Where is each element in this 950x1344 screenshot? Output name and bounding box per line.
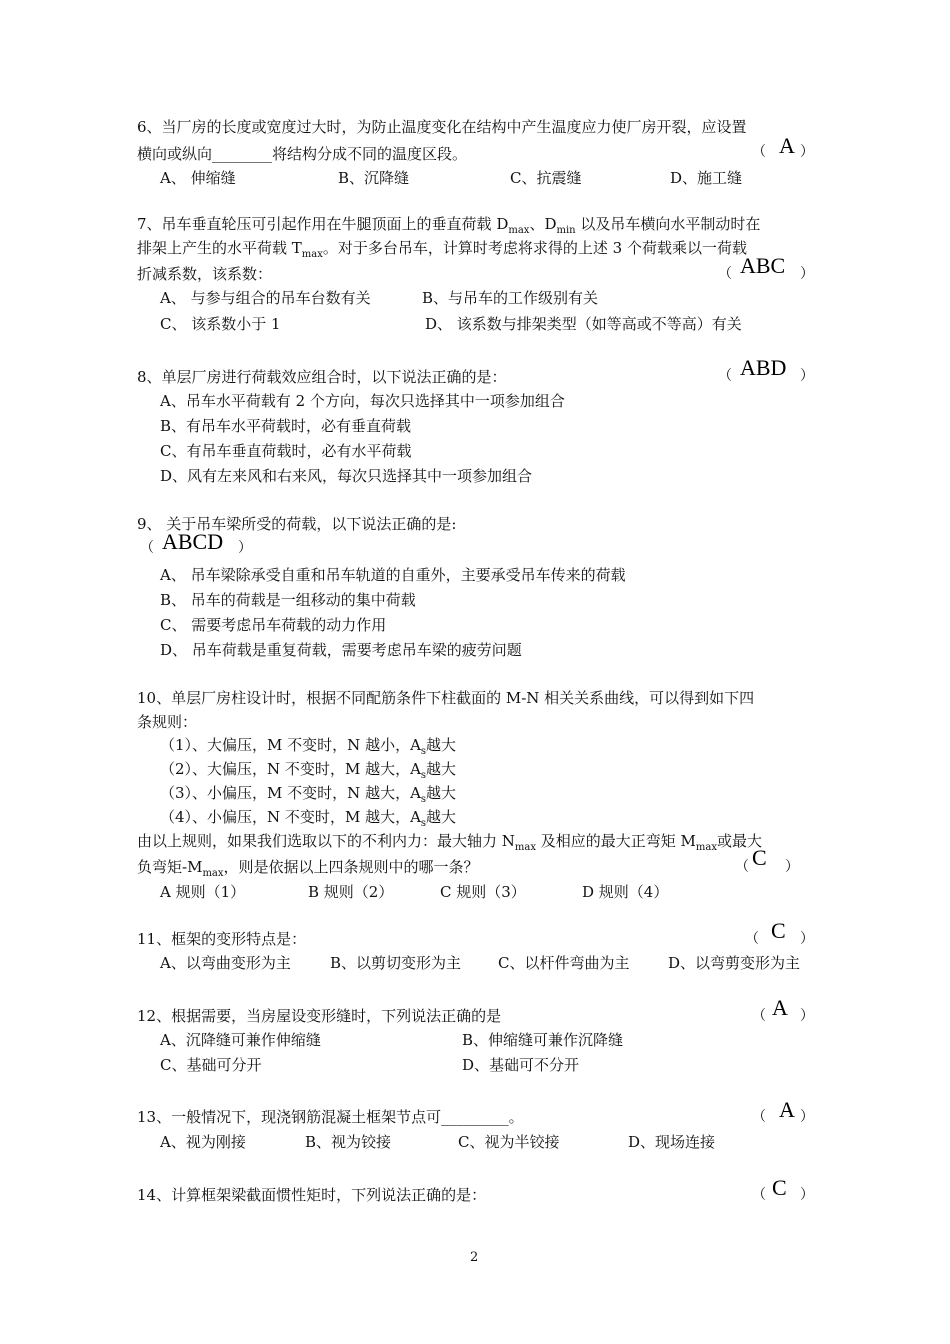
q8-option-d: D、风有左来风和右来风，每次只选择其中一项参加组合 xyxy=(160,467,533,485)
q7-stem-line3: 折减系数，该系数： xyxy=(137,265,273,283)
q6-option-a: A、 伸缩缝 xyxy=(160,169,236,187)
q14-paren-close: ） xyxy=(800,1187,814,1203)
q13-option-b: B、视为铰接 xyxy=(305,1133,392,1151)
q7-answer: ABC xyxy=(740,253,786,278)
q10-option-d: D 规则（4） xyxy=(582,883,669,901)
q11-paren-close: ） xyxy=(800,931,814,947)
q7-option-b: B、与吊车的工作级别有关 xyxy=(422,289,599,307)
q10-rule-1: （1）、大偏压，M 不变时，N 越小，$A_s$越大 xyxy=(160,736,457,757)
q8-option-c: C、有吊车垂直荷载时，必有水平荷载 xyxy=(160,442,412,460)
q10-rule-4: （4）、小偏压，N 不变时，M 越大，$A_s$越大 xyxy=(160,808,457,829)
q11-option-d: D、以弯剪变形为主 xyxy=(668,954,801,972)
q13-paren-close: ） xyxy=(800,1109,814,1125)
q8-paren-close: ） xyxy=(800,368,814,384)
q11-option-c: C、以杆件弯曲为主 xyxy=(498,954,630,972)
q6-stem-line1: 6、当厂房的长度或宽度过大时，为防止温度变化在结构中产生温度应力使厂房开裂，应设置 xyxy=(137,118,747,136)
q6-option-d: D、施工缝 xyxy=(670,169,743,187)
q6-option-c: C、抗震缝 xyxy=(510,169,582,187)
page-number: 2 xyxy=(470,1250,479,1265)
q14-paren-open: （ xyxy=(752,1187,766,1203)
q8-stem: 8、单层厂房进行荷载效应组合时，以下说法正确的是： xyxy=(137,368,507,386)
q10-rule-3: （3）、小偏压，M 不变时，N 越大，$A_s$越大 xyxy=(160,784,457,805)
q10-stem-line8: 负弯矩$-M_{max}$，则是依据以上四条规则中的哪一条？ xyxy=(137,858,479,879)
q13-option-a: A、视为刚接 xyxy=(160,1133,246,1151)
q13-option-c: C、视为半铰接 xyxy=(458,1133,560,1151)
q10-answer: C xyxy=(752,845,767,870)
q11-stem: 11、框架的变形特点是： xyxy=(137,930,307,948)
q6-option-b: B、沉降缝 xyxy=(338,169,410,187)
q10-option-b: B 规则（2） xyxy=(308,883,394,901)
q9-option-b: B、 吊车的荷载是一组移动的集中荷载 xyxy=(160,591,416,609)
q14-stem: 14、计算框架梁截面惯性矩时，下列说法正确的是： xyxy=(137,1186,487,1204)
q12-paren-close: ） xyxy=(800,1008,814,1024)
q10-option-c: C 规则（3） xyxy=(440,883,526,901)
q9-paren-open: （ xyxy=(140,540,154,556)
q12-option-c: C、基础可分开 xyxy=(160,1056,262,1074)
q8-option-b: B、有吊车水平荷载时，必有垂直荷载 xyxy=(160,417,412,435)
q9-stem: 9、 关于吊车梁所受的荷载，以下说法正确的是: xyxy=(137,515,457,533)
q10-option-a: A 规则（1） xyxy=(160,883,246,901)
q12-paren-open: （ xyxy=(752,1008,766,1024)
q10-rule-2: （2）、大偏压，N 不变时，M 越大，$A_s$越大 xyxy=(160,760,457,781)
q8-option-a: A、吊车水平荷载有 2 个方向，每次只选择其中一项参加组合 xyxy=(160,392,565,410)
q9-option-c: C、 需要考虑吊车荷载的动力作用 xyxy=(160,616,387,634)
q14-answer: C xyxy=(772,1175,787,1200)
q6-paren-close: ） xyxy=(800,144,814,160)
q7-stem-line1: 7、吊车垂直轮压可引起作用在牛腿顶面上的垂直荷载 $D_{max}$、$D_{min}$ 以及吊车横向水平制动时在 xyxy=(137,215,761,236)
q10-stem-line7: 由以上规则，如果我们选取以下的不利内力：最大轴力 $N_{max}$ 及相应的最大正弯矩 $M_{max}$或最大 xyxy=(137,832,763,853)
q7-option-a: A、 与参与组合的吊车台数有关 xyxy=(160,289,371,307)
q7-paren-close: ） xyxy=(800,266,814,282)
q10-paren-open: （ xyxy=(735,859,749,875)
q13-paren-open: （ xyxy=(752,1109,766,1125)
q11-option-b: B、以剪切变形为主 xyxy=(330,954,462,972)
q9-answer: ABCD xyxy=(162,529,224,554)
q6-stem-line2: 横向或纵向________将结构分成不同的温度区段。 xyxy=(137,145,468,163)
q11-answer: C xyxy=(771,918,786,943)
q13-stem: 13、一般情况下，现浇钢筋混凝土框架节点可_________。 xyxy=(137,1108,524,1126)
q9-option-d: D、 吊车荷载是重复荷载，需要考虑吊车梁的疲劳问题 xyxy=(160,641,522,659)
q12-option-a: A、沉降缝可兼作伸缩缝 xyxy=(160,1031,321,1049)
q13-answer: A xyxy=(779,1097,795,1122)
q7-option-c: C、 该系数小于 1 xyxy=(160,315,281,333)
q7-option-d: D、 该系数与排架类型（如等高或不等高）有关 xyxy=(425,315,742,333)
q9-paren-close: ） xyxy=(238,540,252,556)
q11-paren-open: （ xyxy=(745,931,759,947)
q10-paren-close: ） xyxy=(785,859,799,875)
q8-answer: ABD xyxy=(740,355,787,380)
q9-option-a: A、 吊车梁除承受自重和吊车轨道的自重外，主要承受吊车传来的荷载 xyxy=(160,566,626,584)
q6-paren-open: （ xyxy=(752,144,766,160)
q12-option-d: D、基础可不分开 xyxy=(462,1056,580,1074)
q11-option-a: A、以弯曲变形为主 xyxy=(160,954,291,972)
q10-stem-line2: 条规则： xyxy=(137,713,198,731)
q7-stem-line2: 排架上产生的水平荷载 $T_{max}$。对于多台吊车，计算时考虑将求得的上述 3 个荷载乘以一荷载 xyxy=(137,239,747,260)
q12-answer: A xyxy=(772,995,788,1020)
q12-option-b: B、伸缩缝可兼作沉降缝 xyxy=(462,1031,624,1049)
q12-stem: 12、根据需要，当房屋设变形缝时，下列说法正确的是 xyxy=(137,1007,502,1025)
q10-stem-line1: 10、单层厂房柱设计时，根据不同配筋条件下柱截面的 M-N 相关关系曲线，可以得到如下四 xyxy=(137,689,755,707)
q13-option-d: D、现场连接 xyxy=(628,1133,716,1151)
q8-paren-open: （ xyxy=(718,368,732,384)
q7-paren-open: （ xyxy=(718,266,732,282)
q6-answer: A xyxy=(779,133,795,158)
